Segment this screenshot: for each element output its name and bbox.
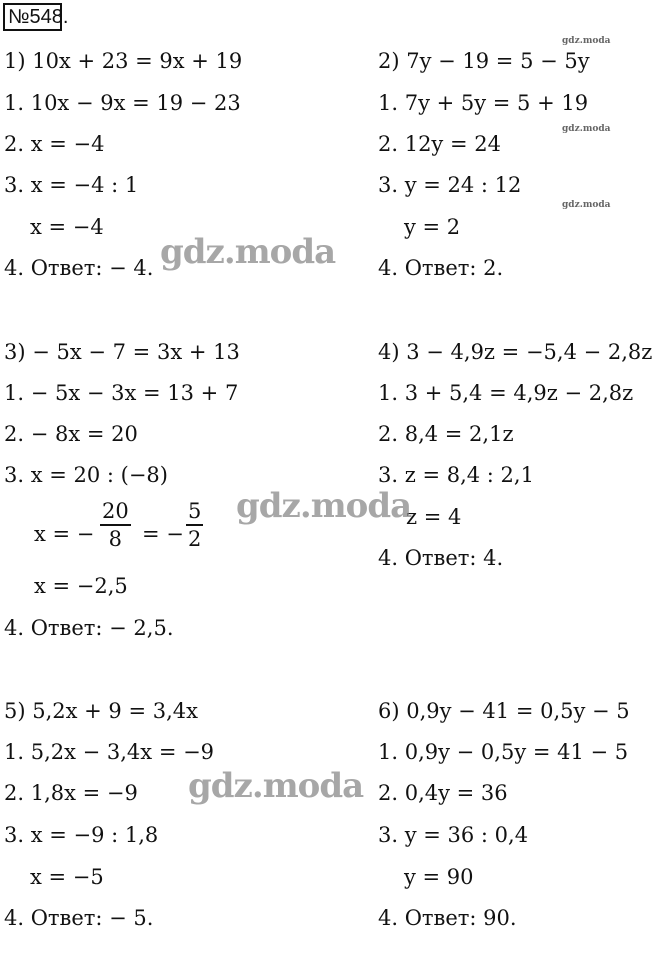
p4-answer: 4. Ответ: 4. [378, 546, 504, 570]
p3-step3: 3. x = 20 : (−8) [4, 463, 168, 487]
p1-equation: 1) 10x + 23 = 9x + 19 [4, 49, 243, 73]
p3-step2: 2. − 8x = 20 [4, 422, 138, 446]
fraction-denominator: 2 [188, 527, 202, 551]
p3-fraction-20-8 [100, 500, 131, 550]
watermark-small: gdz.moda [562, 124, 611, 134]
p2-step1: 1. 7y + 5y = 5 + 19 [378, 91, 589, 115]
watermark-logo: gdz.moda [160, 232, 336, 272]
watermark-small: gdz.moda [562, 36, 611, 46]
p3-fraction-equals: = − [142, 522, 184, 546]
p3-fraction-prefix: x = − [34, 522, 95, 546]
p1-answer: 4. Ответ: − 4. [4, 256, 154, 280]
p1-step2: 2. x = −4 [4, 132, 105, 156]
p6-step3: 3. y = 36 : 0,4 [378, 823, 529, 847]
p2-answer: 4. Ответ: 2. [378, 256, 504, 280]
p1-step3: 3. x = −4 : 1 [4, 173, 139, 197]
watermark-small: gdz.moda [562, 200, 611, 210]
p2-step2: 2. 12y = 24 [378, 132, 501, 156]
p5-step2: 2. 1,8x = −9 [4, 781, 138, 805]
p3-equation: 3) − 5x − 7 = 3x + 13 [4, 340, 240, 364]
p6-step1: 1. 0,9y − 0,5y = 41 − 5 [378, 740, 629, 764]
fraction-numerator: 5 [186, 500, 203, 526]
p2-equation: 2) 7y − 19 = 5 − 5y [378, 49, 590, 73]
p6-equation: 6) 0,9y − 41 = 0,5y − 5 [378, 699, 630, 723]
p3-step3-result: x = −2,5 [34, 574, 128, 598]
p2-step3: 3. y = 24 : 12 [378, 173, 522, 197]
fraction-numerator: 20 [100, 500, 131, 526]
p5-equation: 5) 5,2x + 9 = 3,4x [4, 699, 198, 723]
p5-step3: 3. x = −9 : 1,8 [4, 823, 159, 847]
p4-equation: 4) 3 − 4,9z = −5,4 − 2,8z [378, 340, 653, 364]
p1-step3-result: x = −4 [30, 215, 104, 239]
task-number-box [3, 3, 69, 31]
watermark-logo: gdz.moda [188, 766, 364, 806]
p6-step3-result: y = 90 [404, 865, 474, 889]
p5-step3-result: x = −5 [30, 865, 104, 889]
fraction-denominator: 8 [108, 527, 123, 551]
p6-step2: 2. 0,4y = 36 [378, 781, 508, 805]
p4-step1: 1. 3 + 5,4 = 4,9z − 2,8z [378, 381, 634, 405]
task-number: 548. [29, 6, 69, 28]
watermark-logo: gdz.moda [236, 486, 412, 526]
p1-step1: 1. 10x − 9x = 19 − 23 [4, 91, 241, 115]
p4-step2: 2. 8,4 = 2,1z [378, 422, 514, 446]
p4-step3: 3. z = 8,4 : 2,1 [378, 463, 534, 487]
p3-fraction-5-2 [186, 500, 203, 550]
number-sign: № [8, 6, 30, 28]
p4-step3-result: z = 4 [406, 505, 462, 529]
p3-answer: 4. Ответ: − 2,5. [4, 616, 174, 640]
p3-step1: 1. − 5x − 3x = 13 + 7 [4, 381, 239, 405]
p5-step1: 1. 5,2x − 3,4x = −9 [4, 740, 215, 764]
p6-answer: 4. Ответ: 90. [378, 906, 517, 930]
p5-answer: 4. Ответ: − 5. [4, 906, 154, 930]
p2-step3-result: y = 2 [404, 215, 461, 239]
